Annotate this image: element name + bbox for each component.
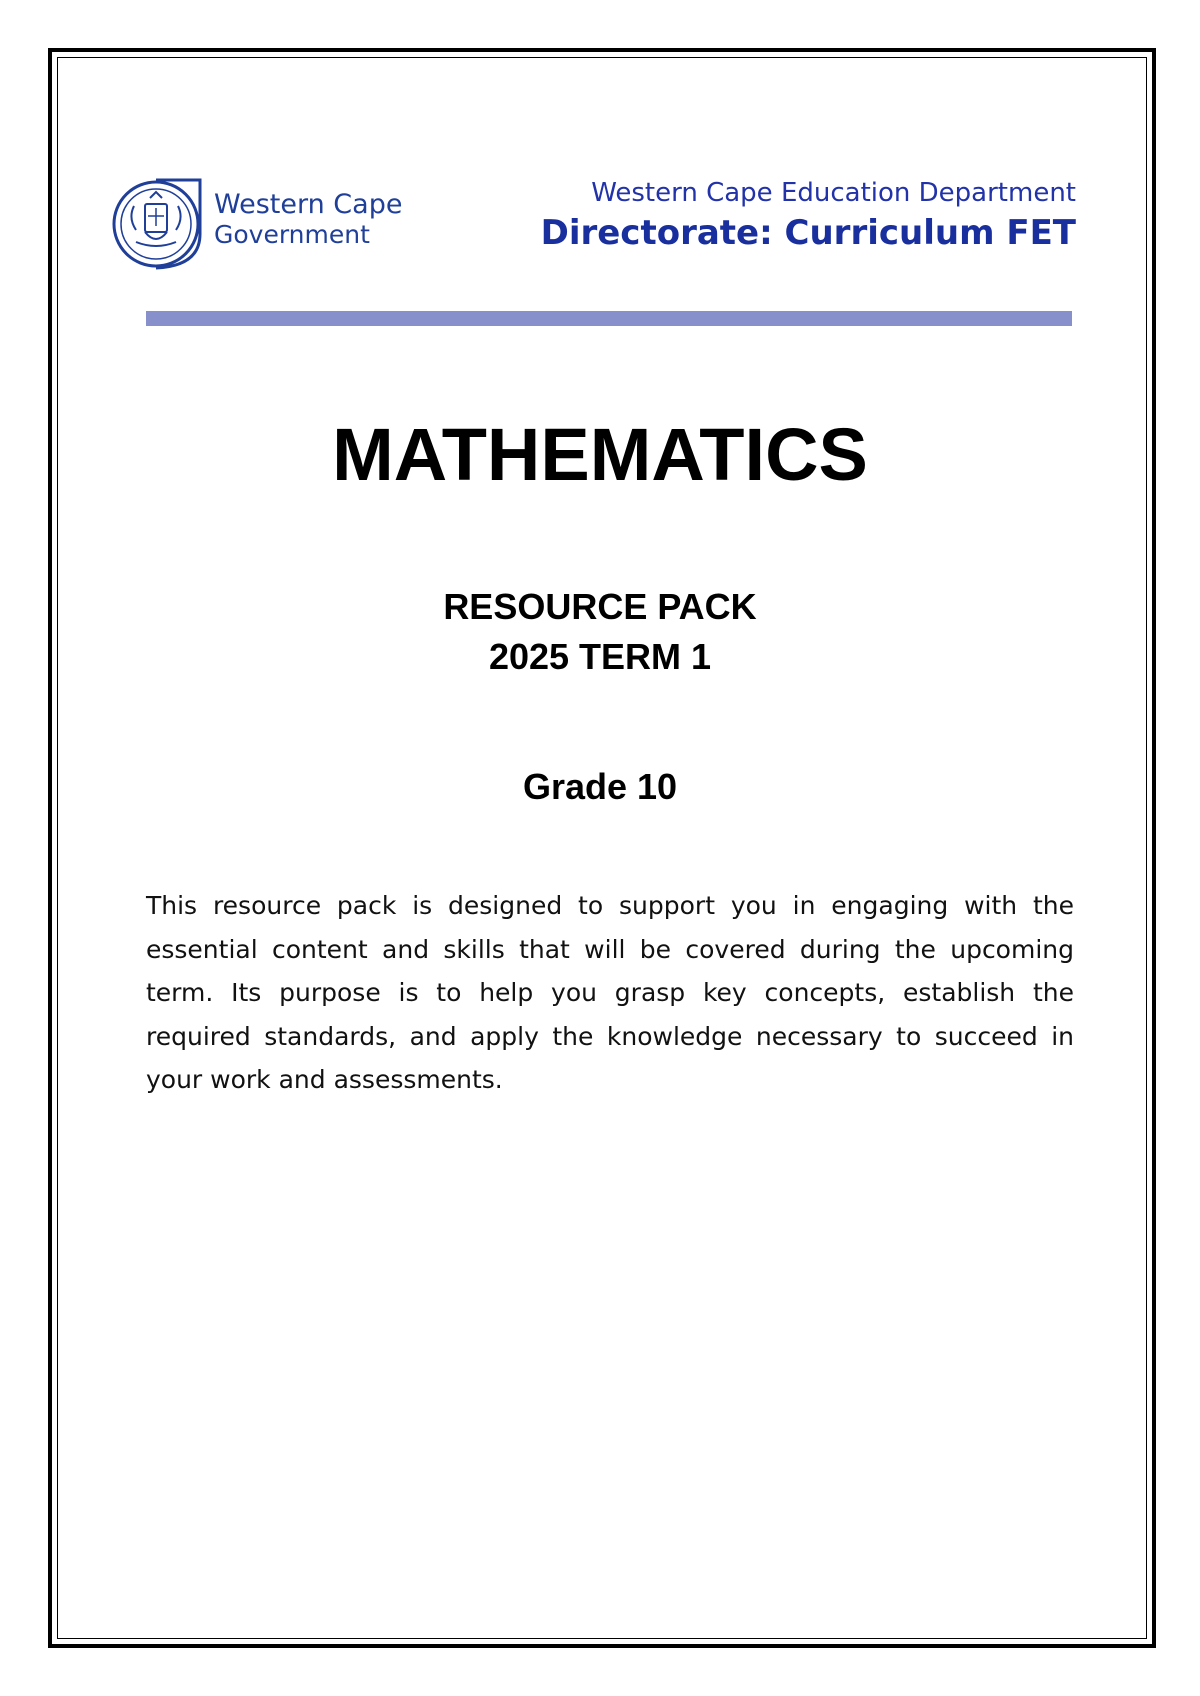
subject-title: MATHEMATICS (332, 413, 868, 496)
header-divider (146, 311, 1072, 326)
page-border-inner (57, 57, 1147, 1639)
intro-paragraph: This resource pack is designed to support you in engaging with the essential content and skills that will be covered during the upcoming term. Its purpose is to help you grasp key concepts, establish the required standards, and apply the knowledge necessary to succeed in your work and assessments. (146, 891, 1074, 1094)
brand-name-line1: Western Cape (214, 189, 403, 220)
resource-pack-label: RESOURCE PACK (443, 586, 757, 627)
department-name: Western Cape Education Department (591, 178, 1076, 208)
grade-label: Grade 10 (522, 766, 678, 807)
brand-name (214, 190, 402, 250)
department-block (541, 176, 1076, 256)
brand-name-line2: Government (214, 220, 370, 249)
term-label: 2025 TERM 1 (488, 636, 712, 677)
coat-of-arms-icon (110, 176, 206, 272)
resource-pack-heading (0, 582, 1200, 682)
directorate-name: Directorate: Curriculum FET (540, 213, 1076, 253)
